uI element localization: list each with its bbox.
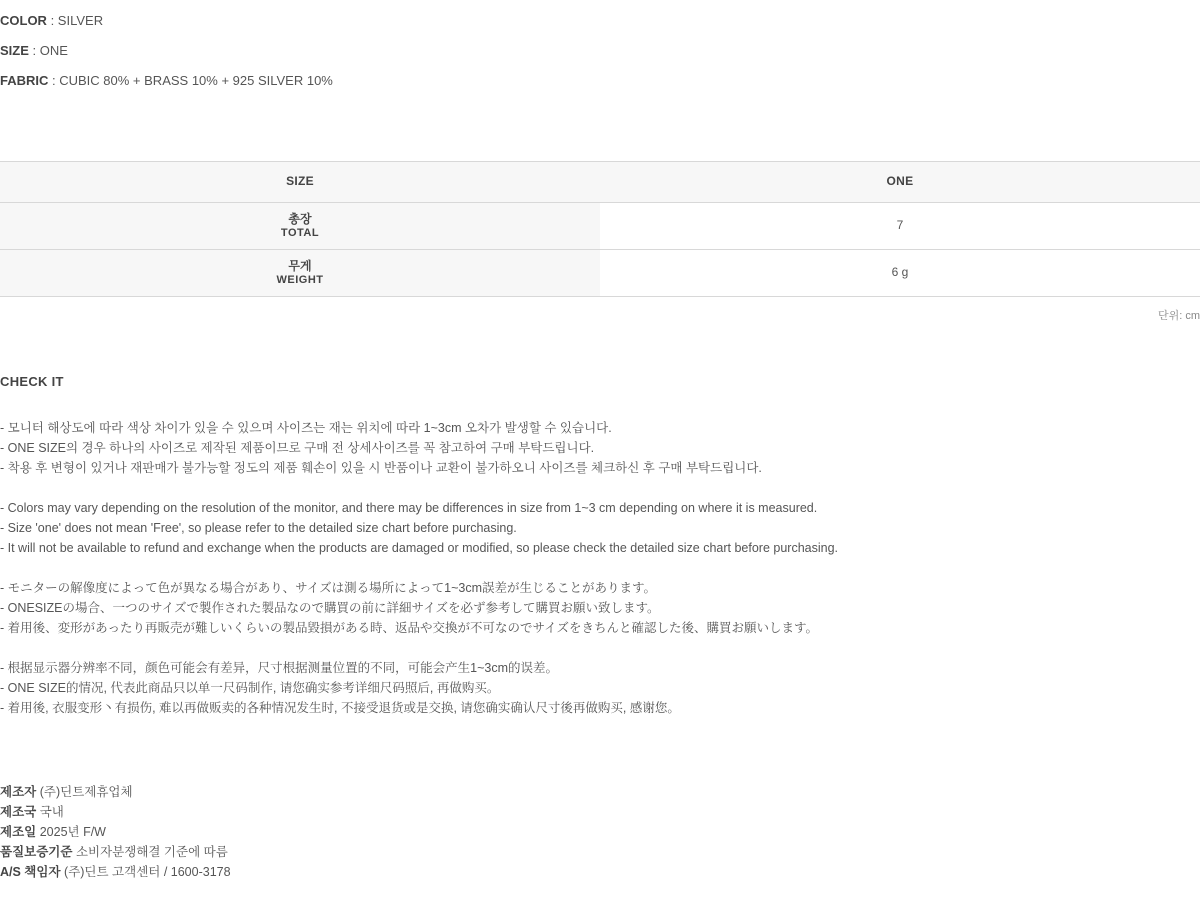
note-group-ko bbox=[0, 418, 1200, 478]
spec-key: FABRIC bbox=[0, 73, 49, 88]
note-line: - Colors may vary depending on the resolution of the monitor, and there may be differences in size from 1~3 cm depending on where it is measured. bbox=[0, 500, 818, 515]
spec-key: COLOR bbox=[0, 13, 47, 28]
note-line: - 모니터 해상도에 따라 색상 차이가 있을 수 있으며 사이즈는 재는 위치에 따라 1~3cm 오차가 발생할 수 있습니다. bbox=[0, 420, 612, 435]
spec-list bbox=[0, 0, 1200, 96]
manufacturer-row bbox=[0, 802, 1200, 822]
manufacturer-value: 2025년 F/W bbox=[39, 824, 106, 839]
table-row-label bbox=[0, 250, 600, 297]
manufacturer-key: 품질보증기준 bbox=[0, 844, 73, 859]
spec-value: : SILVER bbox=[50, 13, 104, 28]
unit-note: 단위: cm bbox=[1157, 310, 1200, 322]
note-line: - モニターの解像度によって色が異なる場合があり、サイズは測る場所によって1~3cm誤差が生じることがあります。 bbox=[0, 580, 657, 595]
table-header-one: ONE bbox=[600, 162, 1200, 203]
table-row-label-ko: 총장 bbox=[288, 211, 312, 226]
note-line: - ONE SIZE의 경우 하나의 사이즈로 제작된 제품이므로 구매 전 상세사이즈를 꼭 참고하여 구매 부탁드립니다. bbox=[0, 440, 595, 455]
size-table bbox=[0, 161, 1200, 297]
check-it-notes bbox=[0, 418, 1200, 718]
table-row-value: 6 g bbox=[600, 250, 1200, 297]
spec-row bbox=[0, 6, 1200, 36]
manufacturer-value: 국내 bbox=[39, 804, 64, 819]
table-header-size: SIZE bbox=[0, 162, 600, 203]
note-group-ja bbox=[0, 578, 1200, 638]
check-it-title: CHECK IT bbox=[0, 373, 64, 389]
note-line: - It will not be available to refund and exchange when the products are damaged or modified, so please check the detailed size chart before purchasing. bbox=[0, 540, 839, 555]
table-header-row bbox=[0, 162, 1200, 203]
note-group-zh bbox=[0, 658, 1200, 718]
note-line: - 根据显示器分辨率不同，颜色可能会有差异，尺寸根据测量位置的不同，可能会产生1~3cm的误差。 bbox=[0, 660, 559, 675]
note-line: - Size 'one' does not mean 'Free', so please refer to the detailed size chart before purchasing. bbox=[0, 520, 517, 535]
manufacturer-row bbox=[0, 842, 1200, 862]
spec-value: : ONE bbox=[32, 43, 68, 58]
note-line: - 着用後、変形があったり再販売が難しいくらいの製品毀損がある時、返品や交換が不可なのでサイズをきちんと確認した後、購買お願いします。 bbox=[0, 620, 819, 635]
table-row-label-ko: 무게 bbox=[288, 258, 312, 273]
manufacturer-row bbox=[0, 822, 1200, 842]
manufacturer-value: (주)딘트 고객센터 / 1600-3178 bbox=[64, 864, 231, 879]
note-line: - ONESIZEの場合、一つのサイズで製作された製品なので購買の前に詳細サイズを必ず参考して購買お願い致します。 bbox=[0, 600, 660, 615]
manufacturer-key: A/S 책임자 bbox=[0, 864, 61, 879]
note-line: - 着用後, 衣服变形丶有损伤, 难以再做贩卖的各种情况发生时, 不接受退货或是交换, 请您确实确认尺寸後再做购买, 感谢您。 bbox=[0, 700, 680, 715]
manufacturer-row bbox=[0, 782, 1200, 802]
manufacturer-key: 제조국 bbox=[0, 804, 37, 819]
table-row-label bbox=[0, 203, 600, 250]
manufacturer-key: 제조일 bbox=[0, 824, 37, 839]
table-row bbox=[0, 203, 1200, 250]
table-row-value: 7 bbox=[600, 203, 1200, 250]
spec-row bbox=[0, 66, 1200, 96]
table-row-label-en: WEIGHT bbox=[276, 273, 324, 286]
spec-key: SIZE bbox=[0, 43, 29, 58]
size-chart bbox=[0, 161, 1200, 325]
spec-value: : CUBIC 80% + BRASS 10% + 925 SILVER 10% bbox=[52, 73, 333, 88]
note-line: - 착용 후 변형이 있거나 재판매가 불가능할 정도의 제품 훼손이 있을 시 반품이나 교환이 불가하오니 사이즈를 체크하신 후 구매 부탁드립니다. bbox=[0, 460, 762, 475]
table-row bbox=[0, 250, 1200, 297]
note-group-en bbox=[0, 498, 1200, 558]
manufacturer-value: (주)딘트제휴업체 bbox=[39, 784, 133, 799]
manufacturer-row bbox=[0, 862, 1200, 882]
manufacturer-key: 제조자 bbox=[0, 784, 37, 799]
spec-row bbox=[0, 36, 1200, 66]
note-line: - ONE SIZE的情况, 代表此商品只以单一尺码制作, 请您确实参考详细尺码照后, 再做购买。 bbox=[0, 680, 500, 695]
table-row-label-en: TOTAL bbox=[280, 226, 320, 239]
manufacturer-value: 소비자분쟁해결 기준에 따름 bbox=[75, 844, 228, 859]
manufacturer-info bbox=[0, 782, 1200, 882]
bottom-spacer bbox=[0, 882, 1200, 922]
